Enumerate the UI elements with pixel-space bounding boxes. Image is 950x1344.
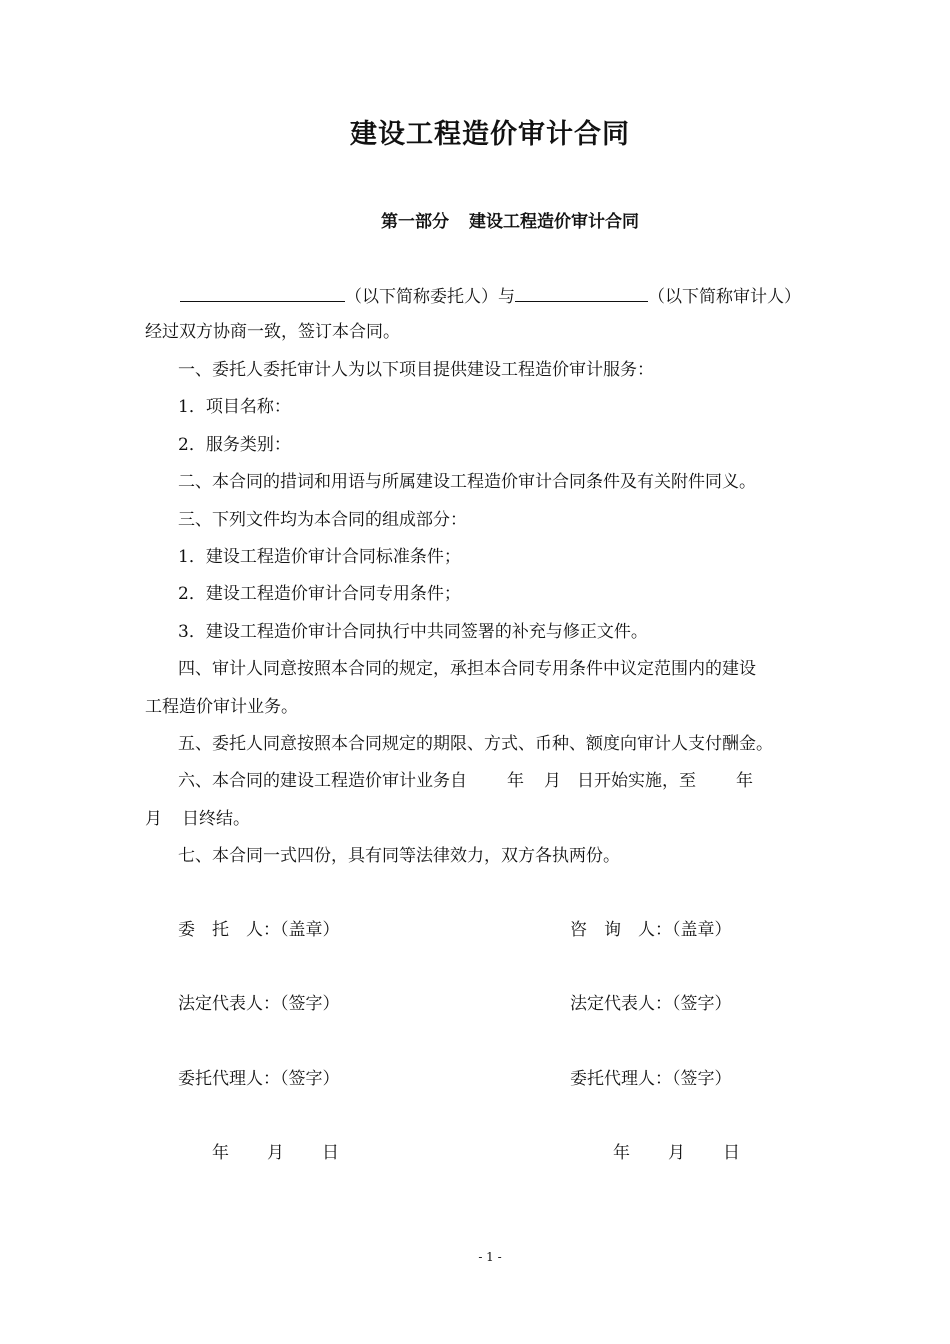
left-signing-date <box>212 1141 339 1165</box>
clause-6-text-a: 六、本合同的建设工程造价审计业务自 <box>178 771 467 791</box>
client-name-blank[interactable] <box>180 283 345 302</box>
left-principal-seal: 委 托 人：（盖章） <box>178 920 340 940</box>
clause-3: 三、下列文件均为本合同的组成部分： <box>178 510 467 530</box>
clause-3-item-1: 1．建设工程造价审计合同标准条件； <box>178 547 461 567</box>
right-signing-date <box>613 1141 740 1165</box>
right-date-year: 年 <box>613 1143 630 1163</box>
clause-6-year-1: 年 <box>507 771 524 791</box>
right-date-month: 月 <box>668 1143 685 1163</box>
auditor-suffix: （以下简称审计人） <box>648 287 801 307</box>
clause-4-line-1: 四、审计人同意按照本合同的规定，承担本合同专用条件中议定范围内的建设 <box>178 659 756 679</box>
clause-4-line-2: 工程造价审计业务。 <box>145 697 298 717</box>
clause-6-text-c: 日终结。 <box>182 809 250 829</box>
clause-3-item-3: 3．建设工程造价审计合同执行中共同签署的补充与修正文件。 <box>178 622 648 642</box>
auditor-name-blank[interactable] <box>515 283 648 302</box>
page-number: - 1 - <box>478 1250 502 1264</box>
clause-7: 七、本合同一式四份，具有同等法律效力，双方各执两份。 <box>178 846 620 866</box>
right-principal-seal: 咨 询 人：（盖章） <box>570 920 732 940</box>
clause-6-line-1 <box>178 769 753 793</box>
right-date-day: 日 <box>723 1143 740 1163</box>
clause-2: 二、本合同的措词和用语与所属建设工程造价审计合同条件及有关附件同义。 <box>178 472 756 492</box>
clause-5: 五、委托人同意按照本合同规定的期限、方式、币种、额度向审计人支付酬金。 <box>178 734 773 754</box>
clause-1-item-1: 1．项目名称： <box>178 397 291 417</box>
left-date-month: 月 <box>267 1143 284 1163</box>
left-date-year: 年 <box>212 1143 229 1163</box>
clause-6-line-2 <box>145 807 250 831</box>
clause-6-text-b: 日开始实施，至 <box>577 771 696 791</box>
subtitle-part: 第一部分 <box>381 212 449 232</box>
preamble-continuation: 经过双方协商一致，签订本合同。 <box>145 322 400 342</box>
clause-1: 一、委托人委托审计人为以下项目提供建设工程造价审计服务： <box>178 360 654 380</box>
right-legal-rep-signature: 法定代表人：（签字） <box>570 994 732 1014</box>
left-agent-signature: 委托代理人：（签字） <box>178 1069 340 1089</box>
clause-1-item-2: 2．服务类别： <box>178 435 291 455</box>
clause-3-item-2: 2．建设工程造价审计合同专用条件； <box>178 584 461 604</box>
clause-6-month-2: 月 <box>145 809 162 829</box>
clause-6-month-1: 月 <box>544 771 561 791</box>
left-legal-rep-signature: 法定代表人：（签字） <box>178 994 340 1014</box>
client-suffix: （以下简称委托人）与 <box>345 287 515 307</box>
left-date-day: 日 <box>322 1143 339 1163</box>
document-subtitle <box>0 207 950 232</box>
clause-6-year-2: 年 <box>736 771 753 791</box>
preamble-line <box>180 283 801 309</box>
right-agent-signature: 委托代理人：（签字） <box>570 1069 732 1089</box>
subtitle-name: 建设工程造价审计合同 <box>469 212 639 232</box>
document-title: 建设工程造价审计合同 <box>350 119 630 150</box>
